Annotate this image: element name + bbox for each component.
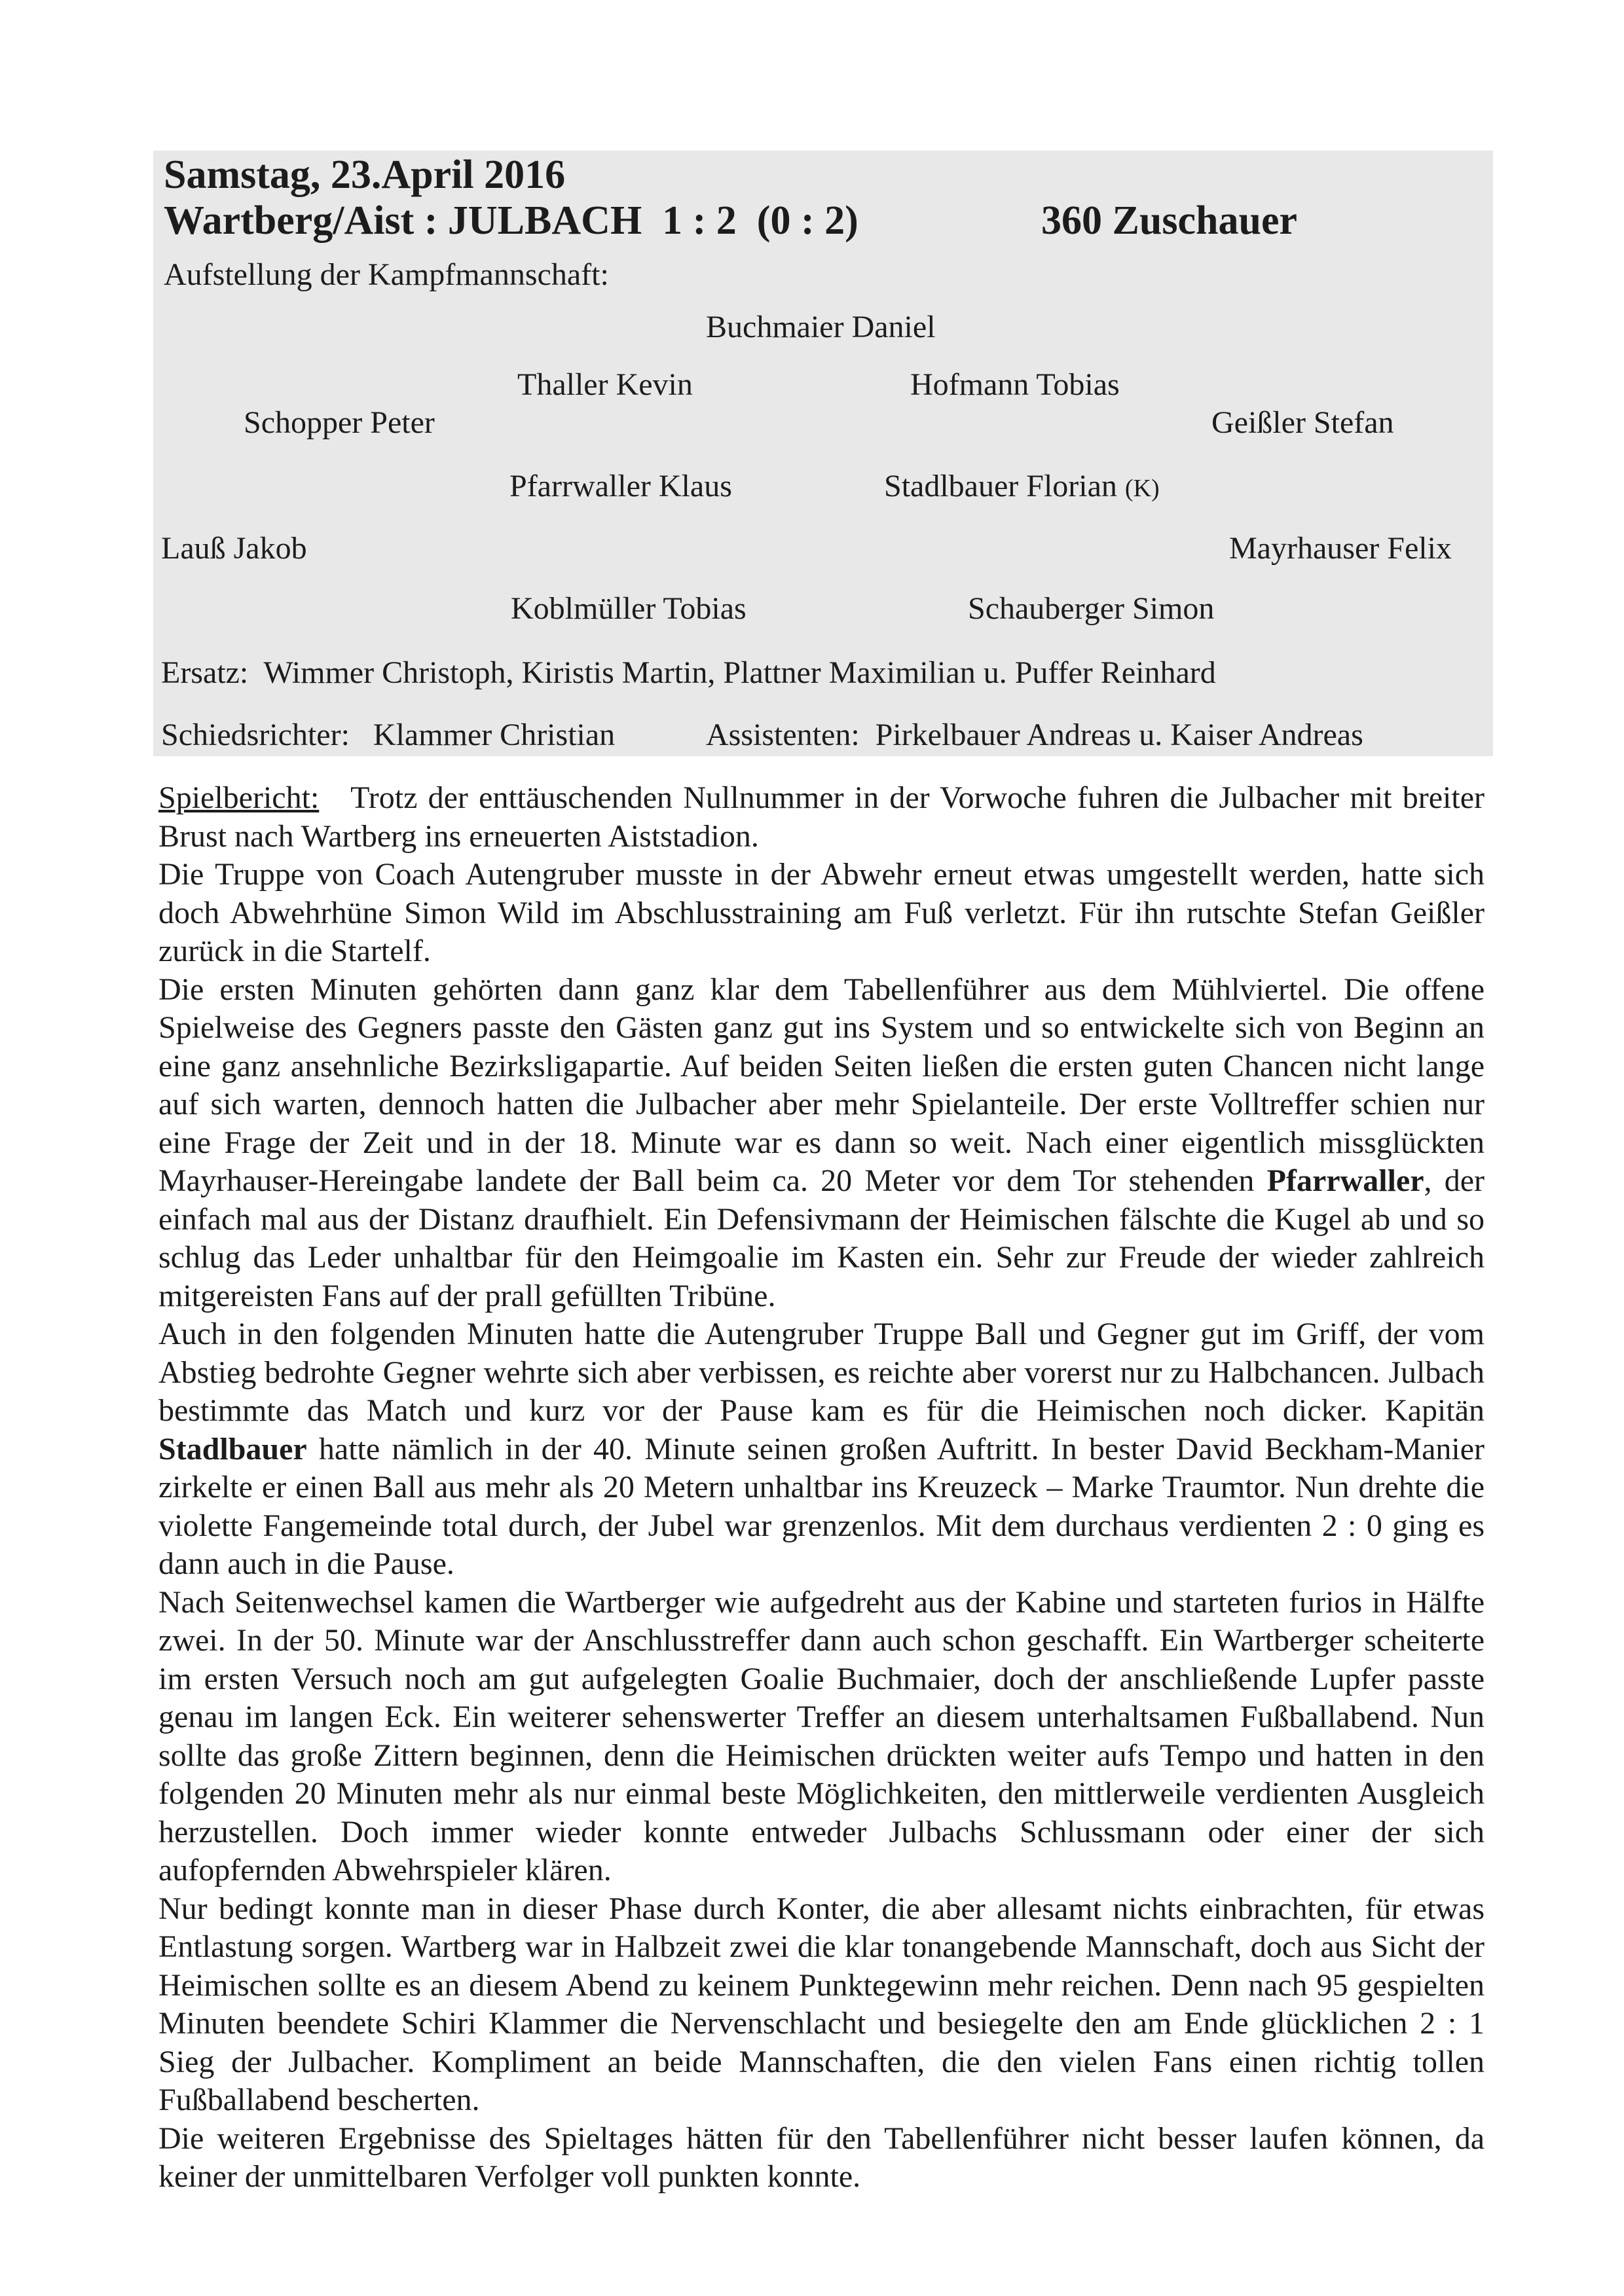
player-mayrhauser: Mayrhauser Felix <box>1229 531 1452 566</box>
captain-mark: (K) <box>1124 475 1160 502</box>
referee-line <box>161 717 615 753</box>
report-paragraph: Die Truppe von Coach Autengruber musste in der Abwehr erneut etwas umgestellt werden, hatte sich doch Abwehrhüne Simon Wild im Abschlusstraining am Fuß verletzt. Für ihn rutschte Stefan Geißler zurück in die Startelf. <box>158 857 1485 968</box>
substitutes-label: Ersatz: <box>161 655 249 690</box>
report-paragraph: Nur bedingt konnte man in dieser Phase durch Konter, die aber allesamt nichts einbrachten, für etwas Entlastung sorgen. Wartberg war in Halbzeit zwei die klar tonangebende Mannschaft, doch aus Sicht der Heimischen sollte es an diesem Abend zu keinem Punktegewinn mehr reichen. Denn nach 95 gespielten Minuten beendete Schiri Klammer die Nervenschlacht und besiegelte den am Ende glücklichen 2 : 1 Sieg der Julbacher. Kompliment an beide Mannschaften, die den vielen Fans einen richtig tollen Fußballabend bescherten. <box>158 1891 1485 2117</box>
report-paragraph: Die ersten Minuten gehörten dann ganz klar dem Tabellenführer aus dem Mühlviertel. Die offene Spielweise des Gegners passte den Gästen ganz gut ins System und so entwickelte sich von Beginn an eine ganz ansehnliche Bezirksligapartie. Auf beiden Seiten ließen die ersten guten Chancen nicht lange auf sich warten, dennoch hatten die Julbacher aber mehr Spielanteile. Der erste Volltreffer schien nur eine Frage der Zeit und in der 18. Minute war es dann so weit. Nach einer eigentlich missglückten Mayrhauser-Hereingabe landete der Ball beim ca. 20 Meter vor dem Tor stehenden Pfarrwaller, der einfach mal aus der Distanz draufhielt. Ein Defensivmann der Heimischen fälschte die Kugel ab und so schlug das Leder unhaltbar für den Heimgoalie im Kasten ein. Sehr zur Freude der wieder zahlreich mitgereisten Fans auf der prall gefüllten Tribüne. <box>158 972 1485 1313</box>
player-thaller: Thaller Kevin <box>517 367 693 402</box>
report-heading: Spielbericht: <box>158 780 320 815</box>
player-schauberger: Schauberger Simon <box>968 591 1215 626</box>
scorer-pfarrwaller: Pfarrwaller <box>1266 1163 1424 1198</box>
substitutes-line <box>161 655 1216 691</box>
player-goalkeeper: Buchmaier Daniel <box>706 310 936 344</box>
player-schopper: Schopper Peter <box>244 405 435 440</box>
player-hofmann: Hofmann Tobias <box>910 367 1120 402</box>
assistants-line <box>706 717 1363 753</box>
assistants-label: Assistenten: <box>706 718 860 752</box>
scorer-stadlbauer: Stadlbauer <box>158 1431 307 1467</box>
referee-label: Schiedsrichter: <box>161 718 350 752</box>
report-paragraph: Die weiteren Ergebnisse des Spieltages hätten für den Tabellenführer nicht besser laufen können, da keiner der unmittelbaren Verfolger voll punkten konnte. <box>158 2121 1485 2194</box>
match-report <box>158 779 1485 2196</box>
assistants-names: Pirkelbauer Andreas u. Kaiser Andreas <box>875 718 1363 752</box>
report-paragraph: Spielbericht: Trotz der enttäuschenden Nullnummer in der Vorwoche fuhren die Julbacher mit breiter Brust nach Wartberg ins erneuerten Aiststadion. <box>158 780 1485 854</box>
report-paragraph: Auch in den folgenden Minuten hatte die Autengruber Truppe Ball und Gegner gut im Griff, der vom Abstieg bedrohte Gegner wehrte sich aber verbissen, es reichte aber vorerst nur zu Halbchancen. Julbach bestimmte das Match und kurz vor der Pause kam es für die Heimischen noch dicker. Kapitän Stadlbauer hatte nämlich in der 40. Minute seinen großen Auftritt. In bester David Beckham-Manier zirkelte er einen Ball aus mehr als 20 Metern unhaltbar ins Kreuzeck – Marke Traumtor. Nun drehte die violette Fangemeinde total durch, der Jubel war grenzenlos. Mit dem durchaus verdienten 2 : 0 ging es dann auch in die Pause. <box>158 1317 1485 1581</box>
player-stadlbauer: Stadlbauer Florian (K) <box>884 469 1160 503</box>
spectator-count: 360 Zuschauer <box>1041 198 1297 243</box>
player-koblmueller: Koblmüller Tobias <box>511 591 747 626</box>
lineup-label: Aufstellung der Kampfmannschaft: <box>164 257 609 292</box>
player-pfarrwaller: Pfarrwaller Klaus <box>509 469 732 503</box>
report-paragraph: Nach Seitenwechsel kamen die Wartberger wie aufgedreht aus der Kabine und starteten furios in Hälfte zwei. In der 50. Minute war der Anschlusstreffer dann auch schon geschafft. Ein Wartberger scheiterte im ersten Versuch noch am gut aufgelegten Goalie Buchmaier, doch der anschließende Lupfer passte genau im langen Eck. Ein weiterer sehenswerter Treffer an diesem unterhaltsamen Fußballabend. Nun sollte das große Zittern beginnen, denn die Heimischen drückten weiter aufs Tempo und hatten in den folgenden 20 Minuten mehr als nur einmal beste Möglichkeiten, den mittlerweile verdienten Ausgleich herzustellen. Doch immer wieder konnte entweder Julbachs Schlussmann oder einer der sich aufopfernden Abwehrspieler klären. <box>158 1584 1485 1887</box>
match-result: Wartberg/Aist : JULBACH 1 : 2 (0 : 2) <box>164 198 858 243</box>
player-geissler: Geißler Stefan <box>1211 405 1394 440</box>
substitutes-list: Wimmer Christoph, Kiristis Martin, Plattner Maximilian u. Puffer Reinhard <box>263 655 1216 690</box>
match-date: Samstag, 23.April 2016 <box>164 153 566 197</box>
referee-name: Klammer Christian <box>373 718 616 752</box>
player-lauss: Lauß Jakob <box>161 531 307 566</box>
